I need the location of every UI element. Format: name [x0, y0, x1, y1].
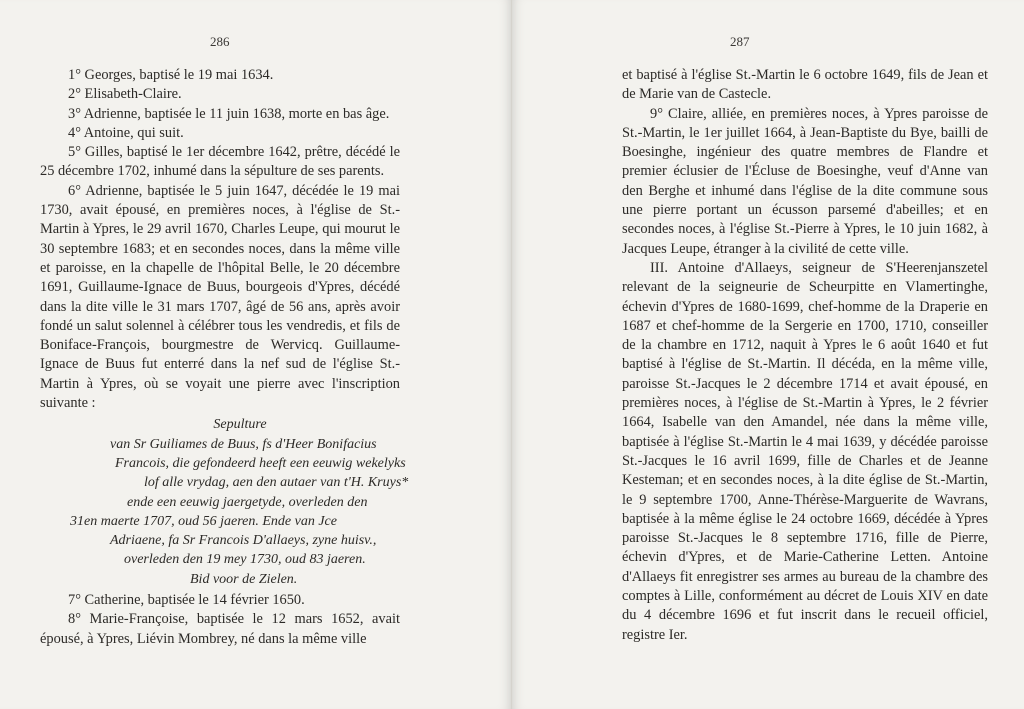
paragraph: 5° Gilles, baptisé le 1er décembre 1642, prêtre, décédé le 25 décembre 1702, inhumé dans la sépulture de ses parents. [40, 144, 400, 180]
page-number: 287 [730, 34, 750, 49]
inscription-line: Adriaene, fa Sr Francois D'allaeys, zyne huisv., [110, 533, 377, 549]
paragraph: 7° Catherine, baptisée le 14 février 1650. [68, 592, 305, 609]
paragraph: 6° Adrienne, baptisée le 5 juin 1647, décédée le 19 mai 1730, avait épousé, en premières noces, à l'église de St.-Martin à Ypres, le 29 avril 1670, Charles Leupe, qui mourut le 30 septembre 1683; et en secondes noces, dans la même ville et paroisse, en la chapelle de l'hôpital Belle, le 20 décembre 1691, Guillaume-Ignace de Buus, bourgeois d'Ypres, décédé dans la dite ville le 31 mars 1707, âgé de 56 ans, après avoir fondé un salut solennel à célébrer tous les vendredis, et fils de Boniface-François, bourgmestre de Wervicq. Guillaume-Ignace de Buus fut enterré dans la nef sud de l'église St.-Martin à Ypres, où se voyait une pierre avec l'inscription suivante : [40, 182, 400, 412]
inscription-line: overleden den 19 mey 1730, oud 83 jaeren. [124, 552, 366, 568]
paragraph: 1° Georges, baptisé le 19 mai 1634. [68, 67, 274, 83]
inscription-line: Francois, die gefondeerd heeft een eeuwig wekelyks [115, 455, 406, 471]
inscription [40, 415, 409, 589]
body-text [622, 66, 988, 645]
right-page [512, 0, 1024, 709]
page-number: 286 [210, 34, 230, 49]
paragraph: 3° Adrienne, baptisée le 11 juin 1638, morte en bas âge. [68, 105, 390, 122]
inscription-line: Bid voor de Zielen. [190, 571, 298, 587]
inscription-line: van Sr Guiliames de Buus, fs d'Heer Bonifacius [110, 436, 377, 452]
inscription-line: lof alle vrydag, aen den autaer van t'H. Kruys* [144, 475, 409, 491]
paragraph: 8° Marie-Françoise, baptisée le 12 mars 1652, avait épousé, à Ypres, Liévin Mombrey, né dans la même ville [40, 611, 400, 647]
paragraph: et baptisé à l'église St.-Martin le 6 octobre 1649, fils de Jean et de Marie van de Castecle. [622, 67, 988, 103]
inscription-line: Sepulture [213, 417, 267, 433]
body-text [40, 66, 409, 649]
paragraph: 2° Elisabeth-Claire. [68, 86, 182, 103]
inscription-line: ende een eeuwig jaergetyde, overleden den [127, 494, 368, 510]
paragraph: 4° Antoine, qui suit. [68, 124, 184, 141]
paragraph: III. Antoine d'Allaeys, seigneur de S'Heerenjanszetel relevant de la seigneurie de Scheurpitte en Vlamertinghe, échevin d'Ypres de 1680-1699, chef-homme de la Draperie en 1687 et chef-homme de la Sergerie en 1700, 1710, conseiller de la chambre en 1712, naquit à Ypres le 6 août 1640 et fut baptisé à l'église de St.-Martin. Il décéda, en la même ville, paroisse St.-Jacques le 2 décembre 1714 et avait épousé, en premières noces, à l'église de St.-Martin à Ypres, le 2 février 1664, Isabelle van den Amandel, née dans la même ville, baptisée à l'église St.-Martin le 4 mai 1639, y décédée paroisse St.-Jacques le 16 avril 1699, fille de Charles et de Jeanne Kesteman; et en secondes noces, à la dite église de St.-Martin, le 9 septembre 1700, Anne-Thérèse-Marguerite de Wavrans, baptisée à la même église le 24 octobre 1669, décédée à Ypres paroisse St.-Jacques le 8 septembre 1716, fille de Pierre, échevin d'Ypres, et de Marie-Catherine Letten. Antoine d'Allaeys fit enregistrer ses armes au bureau de la chambre des comptes à Lille, conformément au décret de Louis XIV en date du 4 décembre 1696 et fut inscrit dans le recueil officiel, registre Ier. [622, 259, 988, 643]
paragraph: 9° Claire, alliée, en premières noces, à Ypres paroisse de St.-Martin, le 1er juillet 1664, à Jean-Baptiste du Bye, bailli de Boesinghe, ingénieur des quatre membres de Flandre et premier éclusier de l'Écluse de Boesinghe, veuf d'Anne van den Berghe et inhumé dans l'église de la dite commune sous une pierre portant un écusson parsemé d'abeilles; et en secondes noces, à l'église St.-Pierre à Ypres, le 10 juin 1682, à Jacques Leupe, étranger à la civilité de cette ville. [622, 105, 988, 257]
inscription-line: 31en maerte 1707, oud 56 jaeren. Ende van Jce [70, 513, 337, 529]
